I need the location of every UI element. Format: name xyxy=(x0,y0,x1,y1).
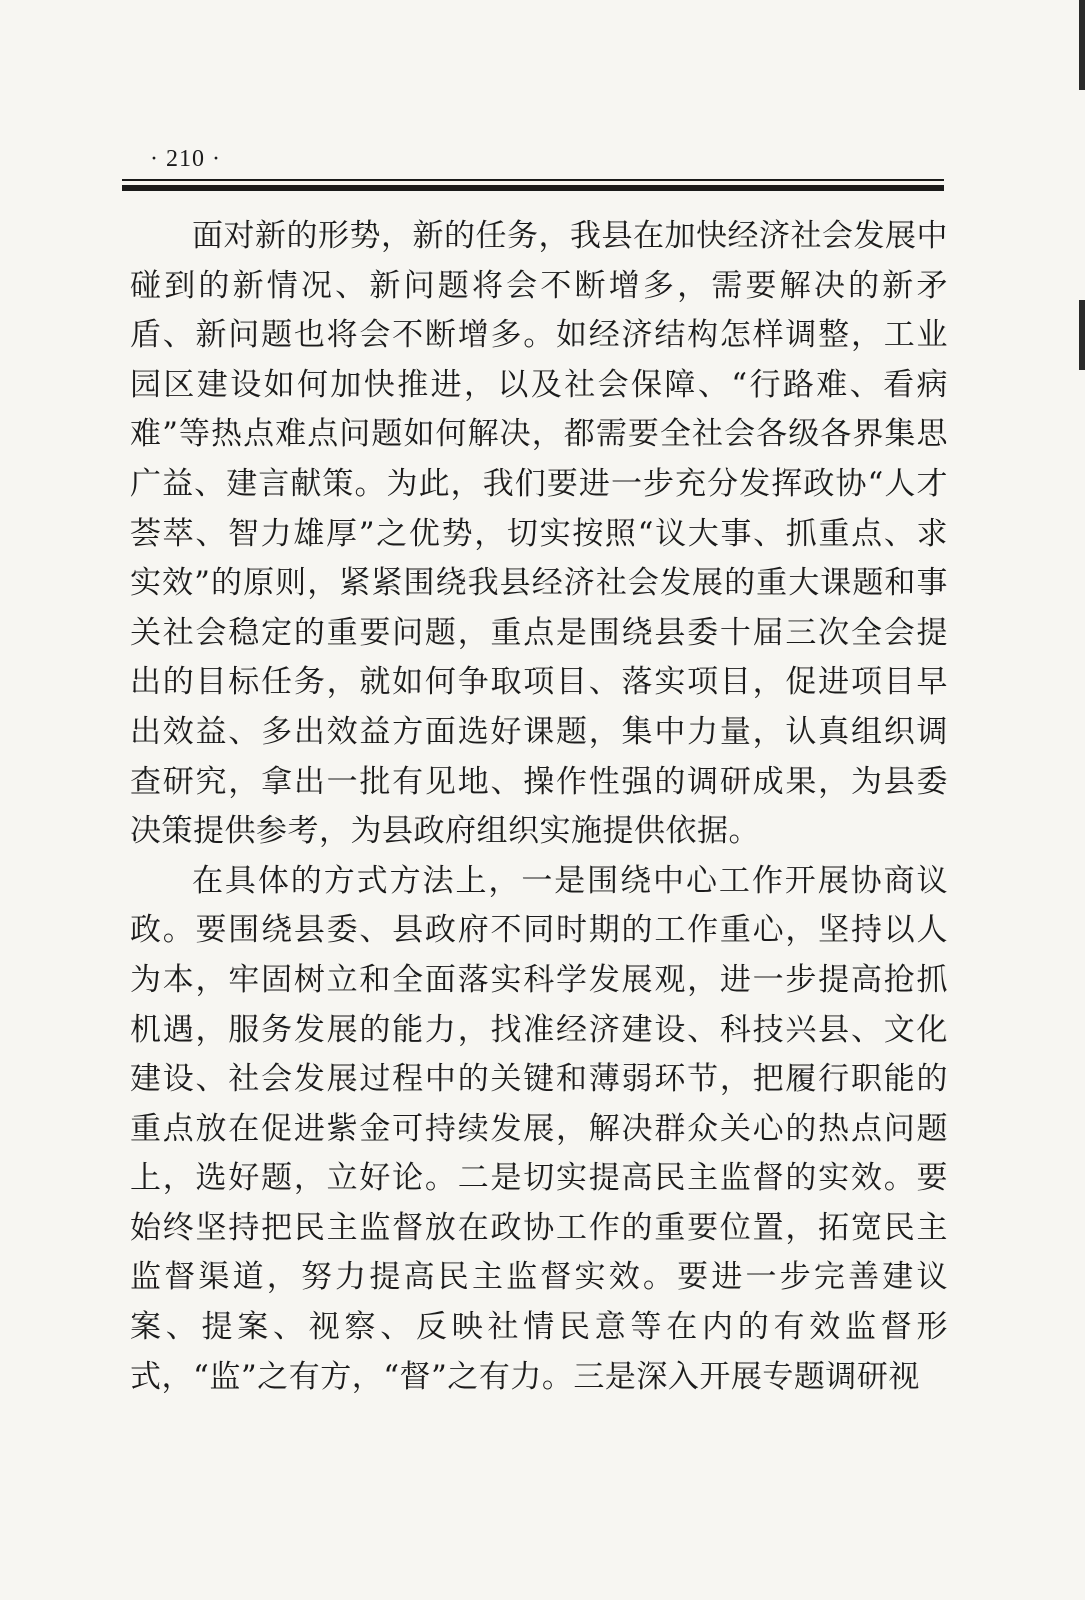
paragraph-1: 面对新的形势，新的任务，我县在加快经济社会发展中碰到的新情况、新问题将会不断增多，需要解决的新矛盾、新问题也将会不断增多。如经济结构怎样调整，工业园区建设如何加快推进，以及社会保障、“行路难、看病难”等热点难点问题如何解决，都需要全社会各级各界集思广益、建言献策。为此，我们要进一步充分发挥政协“人才荟萃、智力雄厚”之优势，切实按照“议大事、抓重点、求实效”的原则，紧紧围绕我县经济社会发展的重大课题和事关社会稳定的重要问题，重点是围绕县委十届三次全会提出的目标任务，就如何争取项目、落实项目，促进项目早出效益、多出效益方面选好课题，集中力量，认真组织调查研究，拿出一批有见地、操作性强的调研成果，为县委决策提供参考，为县政府组织实施提供依据。 xyxy=(130,218,948,850)
body-text xyxy=(130,212,948,1402)
paragraph-2: 在具体的方式方法上，一是围绕中心工作开展协商议政。要围绕县委、县政府不同时期的工作重心，坚持以人为本，牢固树立和全面落实科学发展观，进一步提高抢抓机遇，服务发展的能力，找准经济建设、科技兴县、文化建设、社会发展过程中的关键和薄弱环节，把履行职能的重点放在促进紫金可持续发展，解决群众关心的热点问题上，选好题，立好论。二是切实提高民主监督的实效。要始终坚持把民主监督放在政协工作的重要位置，拓宽民主监督渠道，努力提高民主监督实效。要进一步完善建议案、提案、视察、反映社情民意等在内的有效监督形式，“监”之有方，“督”之有力。三是深入开展专题调研视 xyxy=(130,862,948,1395)
header-rule-thin xyxy=(122,179,944,181)
header-rule-thick xyxy=(122,185,944,191)
scan-edge-mark-top xyxy=(1079,0,1085,90)
page-number: · 210 · xyxy=(150,146,221,172)
scan-edge-mark-middle xyxy=(1079,300,1085,370)
